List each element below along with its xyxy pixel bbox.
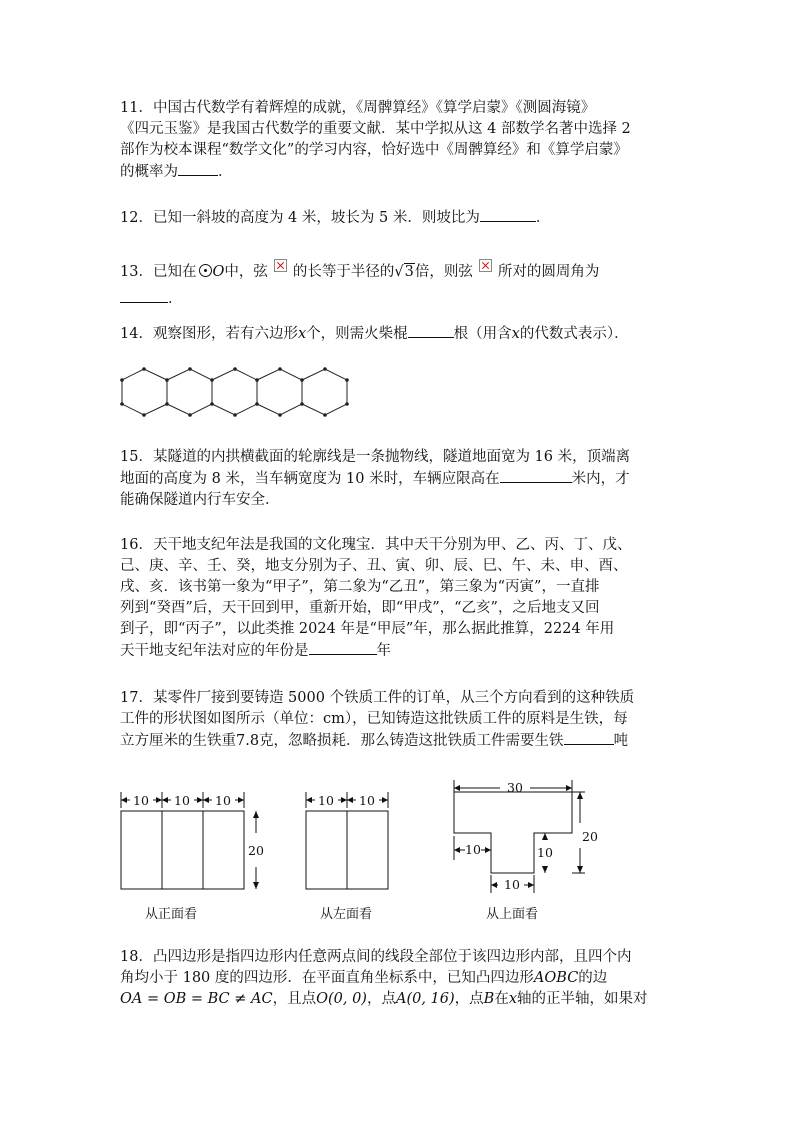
q18-text-a: 角均小于 180 度的四边形．在平面直角坐标系中，已知凸四边形 — [120, 970, 534, 986]
q13-text-c: 的长等于半径的 — [292, 264, 395, 280]
dim-label: 10 — [133, 793, 149, 808]
q11-answer-blank[interactable] — [178, 161, 218, 176]
q15-line2 — [120, 468, 680, 490]
q18-quad-name: AOBC — [533, 970, 579, 986]
q11-end: ． — [218, 164, 233, 180]
q13-circle-o: O — [212, 264, 225, 280]
q16-line5: 到子，即“丙子”，以此类推 2024 年是“甲辰”年，那么据此推算，2224 年用 — [120, 621, 615, 637]
q16-line6 — [120, 640, 680, 662]
q17-text-b: 吨 — [613, 733, 629, 749]
q11-text: 的概率为 — [120, 164, 178, 180]
dim-label: 10 — [174, 793, 190, 808]
q17-line1: 17．某零件厂接到要铸造 5000 个铁质工件的订单，从三个方向看到的这种铁质 — [120, 690, 635, 706]
q18-axis-x: x — [508, 991, 517, 1007]
top-view-outline — [454, 792, 572, 873]
q11-line3: 部作为校本课程“数学文化”的学习内容，恰好选中《周髀算经》和《算学启蒙》 — [120, 142, 628, 158]
dim-label: 10 — [215, 793, 231, 808]
q12-line — [120, 207, 680, 229]
q13-text-d: 倍，则弦 — [414, 264, 473, 280]
question-12 — [120, 207, 680, 229]
q16-line3: 戌、亥．该书第一象为“甲子”，第二象为“乙丑”，第三象为“丙寅”，一直排 — [120, 579, 600, 595]
q16-line4: 列到“癸酉”后，天干回到甲，重新开始，即“甲戌”，“乙亥”，之后地支又回 — [120, 600, 600, 616]
q16-line1: 16．天干地支纪年法是我国的文化瑰宝．其中天干分别为甲、乙、丙、丁、戊、 — [120, 537, 632, 553]
front-view-outline — [121, 811, 244, 889]
q18-text-f: ，点 — [454, 991, 484, 1007]
broken-image-icon — [274, 259, 287, 272]
q17-answer-blank[interactable] — [564, 730, 614, 745]
question-11 — [120, 98, 680, 183]
q12-text: 12．已知一斜坡的高度为 4 米，坡长为 5 米．则坡比为 — [120, 210, 480, 226]
q15-line3: 能确保隧道内行车安全． — [120, 492, 280, 508]
q12-end: ． — [535, 210, 551, 226]
dim-label: 10 — [359, 793, 375, 808]
q17-line2: 工件的形状图如图所示（单位：cm），已知铸造这批铁质工件的原料是生铁，每 — [120, 711, 628, 727]
q18-line3 — [120, 989, 680, 1010]
question-13 — [120, 259, 680, 310]
circle-icon — [199, 264, 212, 277]
q14-text-a: 14．观察图形，若有六边形 — [120, 326, 298, 342]
q18-text-d: ，点 — [366, 991, 396, 1007]
q11-line4 — [120, 161, 680, 183]
q14-line — [120, 323, 680, 345]
q17-text-a: 立方厘米的生铁重7.8克，忽略损耗．那么铸造这批铁质工件需要生铁 — [120, 733, 564, 749]
dim-label: 20 — [582, 829, 598, 844]
dim-label: 10 — [465, 842, 481, 857]
broken-image-icon — [479, 259, 492, 272]
question-17 — [120, 688, 680, 752]
dim-label: 30 — [507, 780, 523, 795]
q14-var-x: x — [297, 326, 307, 342]
q16-answer-blank[interactable] — [309, 640, 377, 655]
q18-equation: OA = OB = BC ≠ AC — [120, 991, 273, 1007]
left-view-caption: 从左面看 — [320, 907, 373, 922]
hexagon-4 — [257, 369, 302, 415]
q13-line1 — [120, 259, 680, 283]
q13-text-b: 中，弦 — [224, 264, 268, 280]
q16-text-a: 天干地支纪年法对应的年份是 — [120, 643, 309, 659]
q18-line1: 18．凸四边形是指四边形内任意两点间的线段全部位于该四边形内部，且四个内 — [120, 949, 632, 965]
q11-line2: 《四元玉鉴》是我国古代数学的重要文献．某中学拟从这 4 部数学名著中选择 2 — [120, 121, 631, 137]
q15-answer-blank[interactable] — [500, 468, 572, 483]
question-18 — [120, 947, 680, 1010]
q15-line1: 15．某隧道的内拱横截面的轮廓线是一条抛物线，隧道地面宽为 16 米，顶端离 — [120, 449, 631, 465]
q17-line3 — [120, 730, 680, 752]
hexagons — [122, 369, 347, 415]
q15-text-a: 地面的高度为 8 米，当车辆宽度为 10 米时，车辆应限高在 — [120, 471, 500, 487]
q11-line1: 11．中国古代数学有着辉煌的成就，《周髀算经》《算学启蒙》《测圆海镜》 — [120, 100, 596, 116]
front-view-caption: 从正面看 — [145, 907, 198, 922]
q18-line2 — [120, 968, 680, 989]
q18-point-a: A(0, 16) — [395, 991, 455, 1007]
dim-label: 10 — [504, 877, 520, 892]
dim-label: 20 — [248, 843, 264, 858]
q14-text-c: 根（用含 — [453, 326, 512, 342]
q14-var-x2: x — [511, 326, 520, 342]
q13-text-e: 所对的圆周角为 — [497, 264, 600, 280]
q18-text-j: 轴的正半轴，如果对 — [517, 991, 648, 1007]
q13-end: ． — [168, 291, 183, 307]
q12-answer-blank[interactable] — [480, 207, 536, 222]
q14-text-e: 的代数式表示）． — [519, 326, 629, 342]
question-15 — [120, 447, 680, 511]
q14-text-b: 个，则需火柴棍 — [306, 326, 408, 342]
question-14 — [120, 323, 680, 345]
q13-line2 — [120, 288, 680, 310]
sqrt-value: 3 — [404, 264, 414, 280]
top-view-caption: 从上面看 — [486, 907, 539, 922]
hexagon-chain-figure — [112, 362, 362, 422]
hexagon-3 — [212, 369, 257, 415]
q15-text-b: 米内，才 — [571, 471, 630, 487]
question-16 — [120, 535, 680, 662]
hexagon-5 — [302, 369, 347, 415]
q18-point-o: O(0, 0) — [316, 991, 367, 1007]
q18-text-c: 的边 — [578, 970, 608, 986]
three-view-figure — [110, 778, 610, 898]
sqrt-expression: √3 — [394, 264, 414, 280]
q16-text-b: 年 — [376, 643, 391, 659]
q18-point-b: B — [483, 991, 495, 1007]
q16-line2: 己、庚、辛、壬、癸，地支分别为子、丑、寅、卯、辰、巳、午、未、申、酉、 — [120, 558, 628, 574]
dim-label: 10 — [537, 845, 553, 860]
q13-text-a: 13．已知在 — [120, 264, 197, 280]
vertices — [120, 367, 349, 417]
hexagon-1 — [122, 369, 167, 415]
q18-text-h: 在 — [494, 991, 509, 1007]
q18-text-b: ，且点 — [272, 991, 317, 1007]
hexagon-2 — [167, 369, 212, 415]
dim-label: 10 — [318, 793, 334, 808]
q13-answer-blank[interactable] — [120, 288, 168, 303]
q14-answer-blank[interactable] — [408, 323, 454, 338]
